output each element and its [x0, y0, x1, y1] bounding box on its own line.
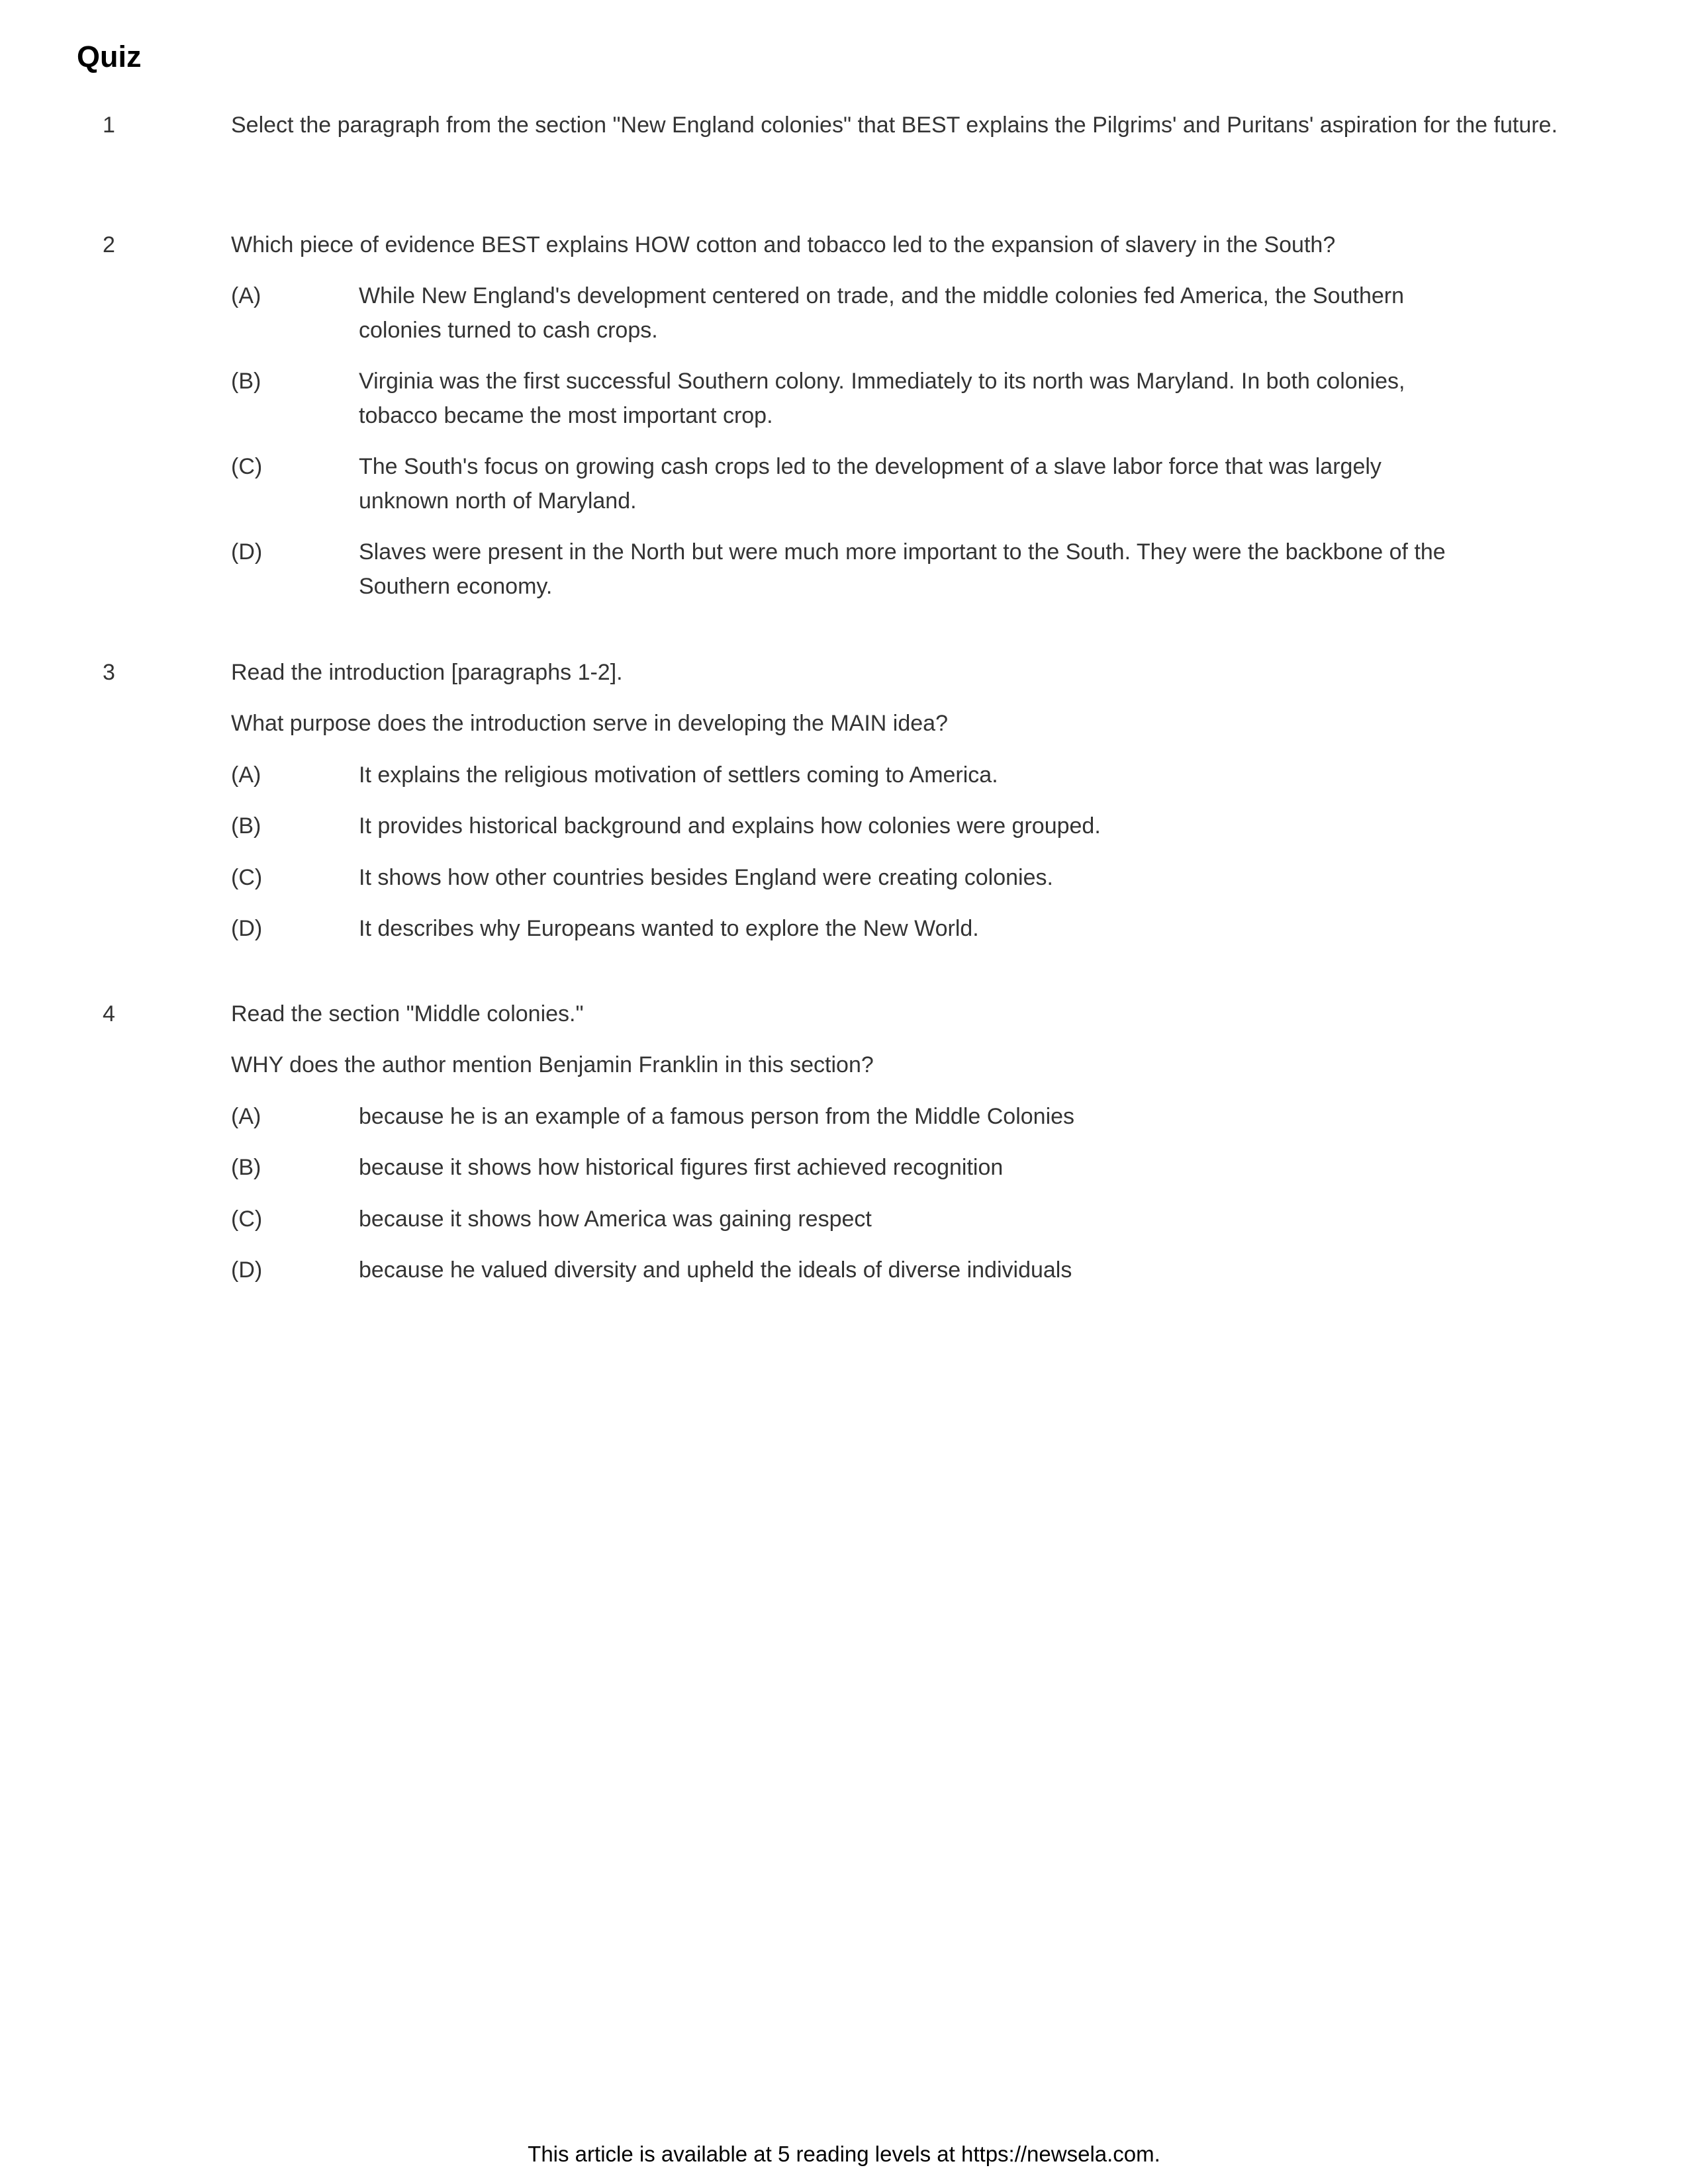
option-text-c[interactable]: because it shows how America was gaining respect: [359, 1206, 872, 1232]
question-stem: What purpose does the introduction serve in developing the MAIN idea?: [231, 711, 948, 736]
option-text-d[interactable]: because he valued diversity and upheld the ideals of diverse individuals: [359, 1257, 1072, 1283]
option-letter-b[interactable]: (B): [231, 369, 261, 394]
option-letter-d[interactable]: (D): [231, 1257, 263, 1283]
question-stem: Which piece of evidence BEST explains HOW cotton and tobacco led to the expansion of slavery in the South?: [231, 232, 1336, 257]
option-text-a[interactable]: because he is an example of a famous person from the Middle Colonies: [359, 1104, 1075, 1129]
option-letter-c[interactable]: (C): [231, 454, 263, 479]
question-number: 4: [103, 1001, 115, 1026]
footer-note: This article is available at 5 reading levels at https://newsela.com.: [528, 2142, 1160, 2166]
option-text-a[interactable]: It explains the religious motivation of settlers coming to America.: [359, 762, 998, 788]
option-letter-a[interactable]: (A): [231, 762, 261, 788]
option-letter-c[interactable]: (C): [231, 865, 263, 890]
option-text-b[interactable]: because it shows how historical figures first achieved recognition: [359, 1155, 1004, 1180]
option-letter-b[interactable]: (B): [231, 813, 261, 839]
question-number: 3: [103, 660, 115, 685]
question-intro: Read the section "Middle colonies.": [231, 1001, 584, 1026]
question-stem: WHY does the author mention Benjamin Franklin in this section?: [231, 1052, 874, 1077]
option-text-d[interactable]: Slaves were present in the North but were much more important to the South. They were the backbone of the Southern economy.: [359, 539, 1446, 599]
question-stem: Select the paragraph from the section "New England colonies" that BEST explains the Pilgrims' and Puritans' aspiration for the future.: [231, 113, 1558, 138]
option-letter-a[interactable]: (A): [231, 283, 261, 308]
option-text-b[interactable]: It provides historical background and explains how colonies were grouped.: [359, 813, 1101, 839]
option-letter-b[interactable]: (B): [231, 1155, 261, 1180]
question-number: 1: [103, 113, 115, 138]
option-text-c[interactable]: The South's focus on growing cash crops led to the development of a slave labor force that was largely unknown north of Maryland.: [359, 454, 1382, 514]
option-text-a[interactable]: While New England's development centered on trade, and the middle colonies fed America, the Southern colonies turned to cash crops.: [359, 283, 1404, 343]
question-number: 2: [103, 232, 115, 257]
page-title: Quiz: [77, 40, 142, 73]
option-letter-c[interactable]: (C): [231, 1206, 263, 1232]
option-text-c[interactable]: It shows how other countries besides England were creating colonies.: [359, 865, 1053, 890]
option-text-b[interactable]: Virginia was the first successful Southern colony. Immediately to its north was Maryland. In both colonies, tobacco became the most important crop.: [359, 369, 1405, 428]
option-letter-a[interactable]: (A): [231, 1104, 261, 1129]
option-text-d[interactable]: It describes why Europeans wanted to explore the New World.: [359, 916, 979, 941]
option-letter-d[interactable]: (D): [231, 916, 263, 941]
option-letter-d[interactable]: (D): [231, 539, 263, 565]
question-intro: Read the introduction [paragraphs 1-2].: [231, 660, 623, 685]
